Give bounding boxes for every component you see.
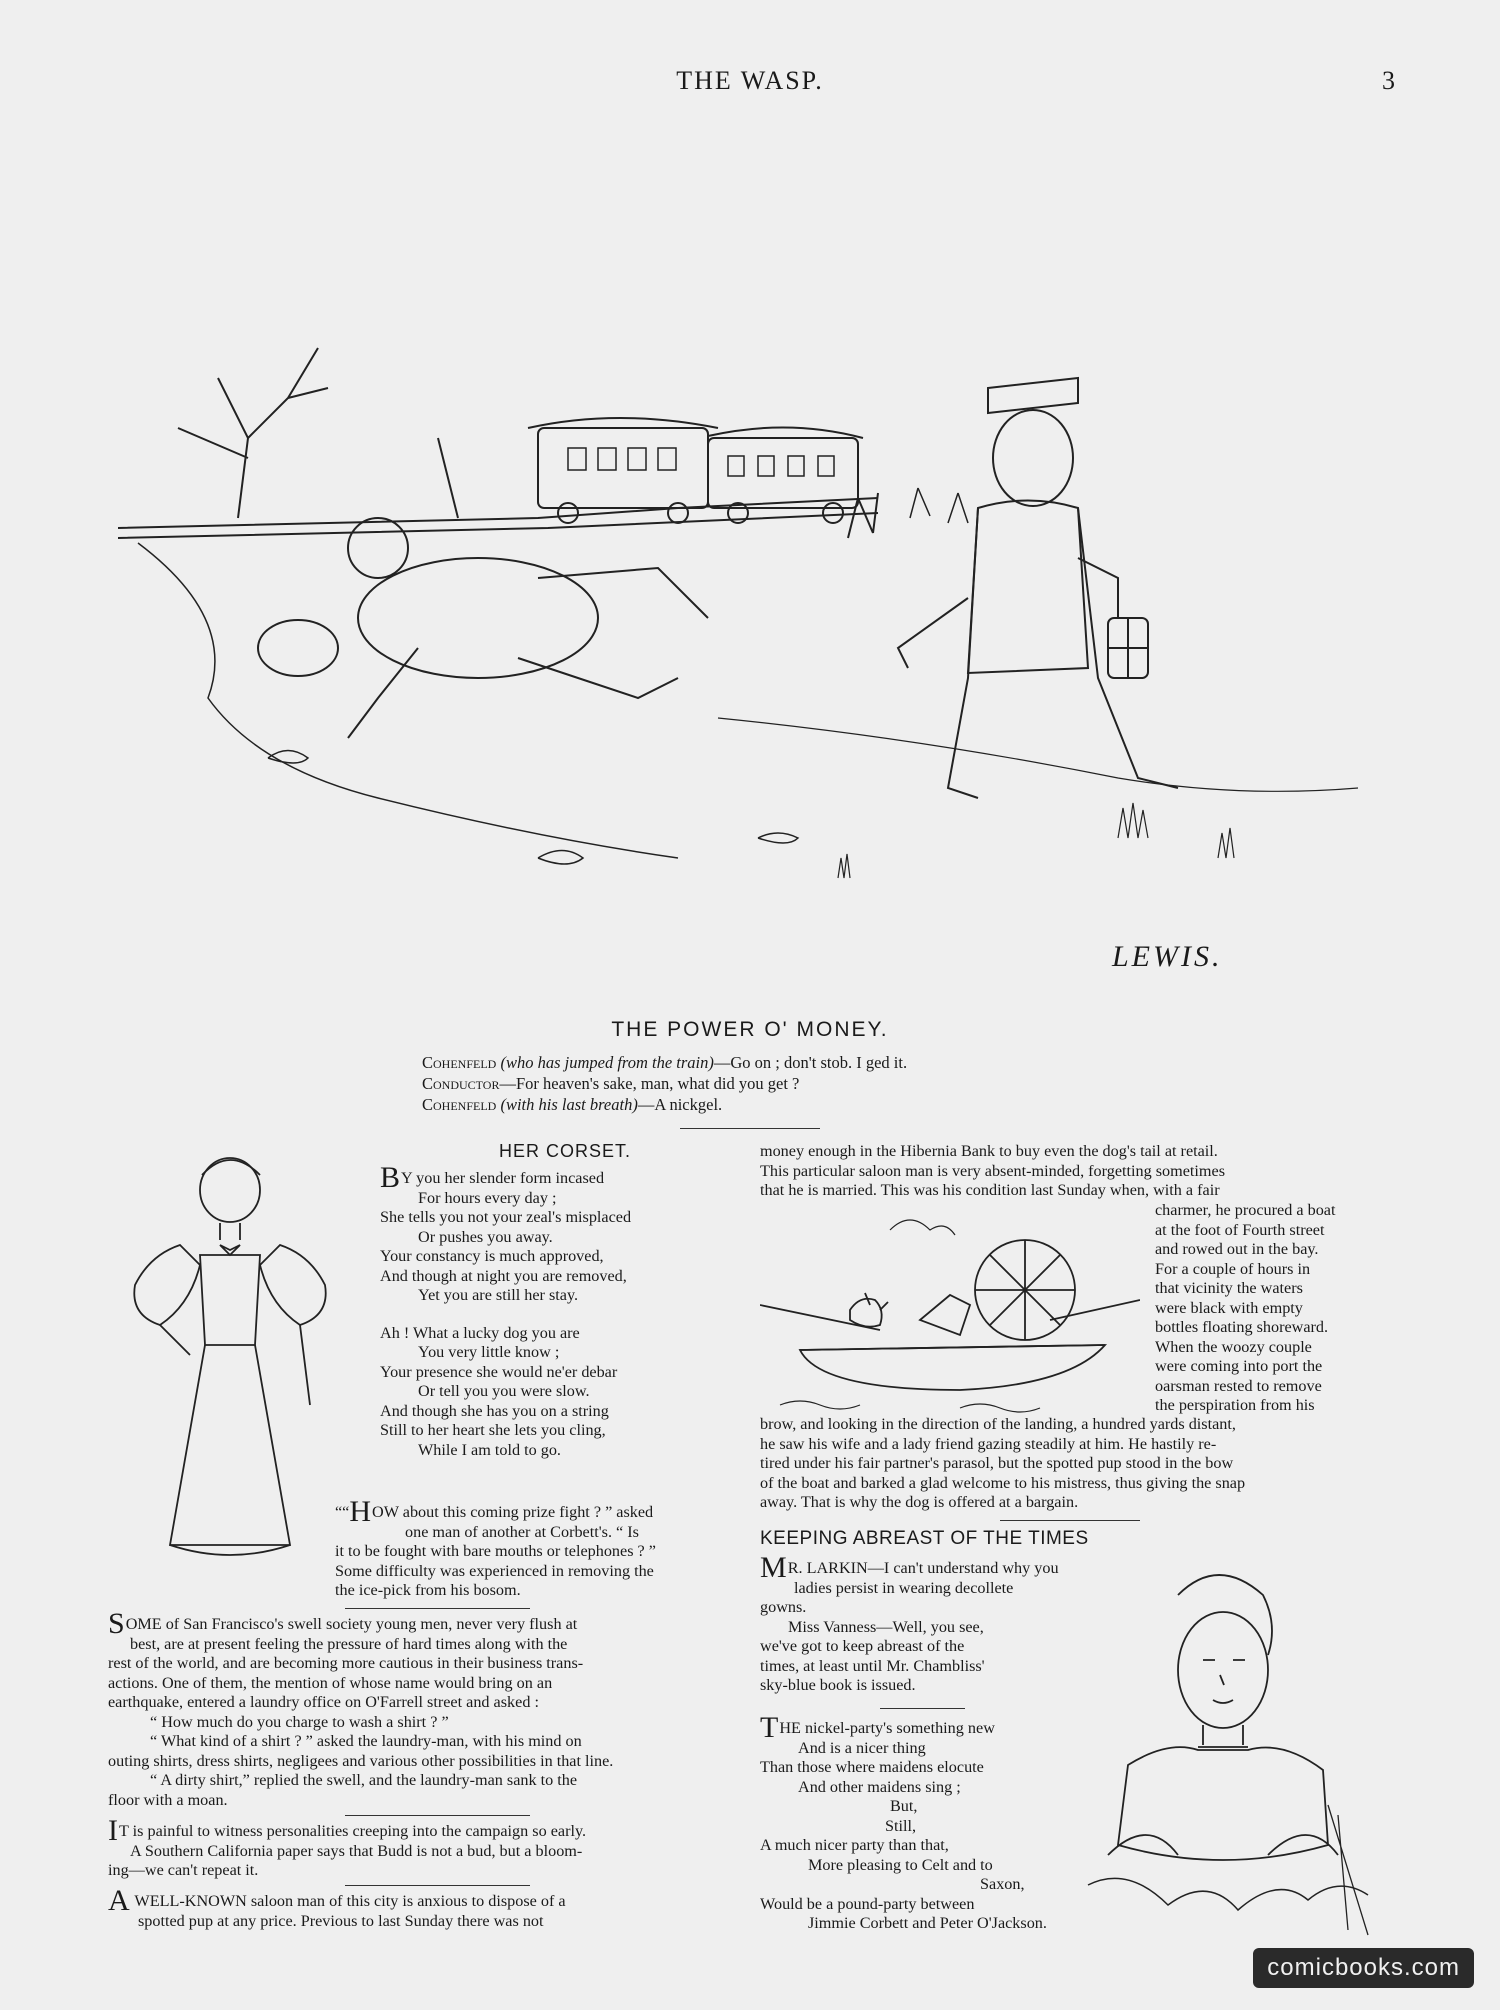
dialogue-line [422,1073,1222,1094]
watermark: comicbooks.com [1253,1948,1474,1988]
text-line: floor with a moan. [108,1790,228,1809]
poem-line: Jimmie Corbett and Peter O'Jackson. [808,1914,1047,1932]
text-line: gowns. [760,1598,807,1616]
text-line: one man of another at Corbett's. “ Is [405,1522,639,1541]
stage-note: (who has jumped from the train) [500,1053,714,1072]
text-line: When the woozy couple [1155,1337,1312,1356]
saloon-paragraph-side [1155,1201,1385,1416]
text-line: “ What kind of a shirt ? ” asked the laundry-man, with his mind on [150,1732,582,1750]
text-line: that vicinity the waters [1155,1279,1303,1297]
poem-line: And is a nicer thing [798,1738,926,1757]
text-line: were coming into port the [1155,1357,1323,1375]
dialogue-line [422,1094,1222,1115]
text-line [108,1814,738,1847]
dropcap: T [760,1711,779,1744]
dialogue-text: —Go on ; don't stob. I ged it. [713,1053,908,1072]
text-line: best, are at present feeling the pressure of hard times along with the [130,1634,568,1653]
text-line-content: WELL-KNOWN saloon man of this city is anxious to dispose of a [130,1892,566,1910]
text-line: we've got to keep abreast of the [760,1637,965,1655]
poem-line: And other maidens sing ; [798,1777,961,1796]
text-line: money enough in the Hibernia Bank to buy even the dog's tail at retail. [760,1142,1218,1160]
text-line: rest of the world, and are becoming more cautious in their business trans- [108,1654,584,1672]
text-line-content: OW about this coming prize fight ? ” asked [372,1503,654,1521]
society-paragraph [108,1607,738,1810]
text-line: Some difficulty was experienced in removing the [335,1561,654,1580]
text-line: that he is married. This was his condition last Sunday when, with a fair [760,1181,1220,1199]
text-line: bottles floating shoreward. [1155,1318,1329,1336]
dropcap: I [108,1814,118,1847]
dialogue-line [422,1052,1222,1073]
text-line [108,1607,738,1640]
speaker: Cohenfeld [422,1053,497,1072]
text-line: “ How much do you charge to wash a shirt ? ” [150,1712,449,1731]
nickel-party-poem [760,1711,1140,1934]
text-line: charmer, he procured a boat [1155,1201,1336,1219]
text-line: earthquake, entered a laundry office on O'Farrell street and asked : [108,1693,539,1711]
dropcap: B [380,1161,401,1194]
text-line-content: T is painful to witness personalities creeping into the campaign so early. [119,1822,587,1840]
text-line: he saw his wife and a lady friend gazing steadily at him. He hastily re- [760,1434,1217,1453]
poem-line: She tells you not your zeal's misplaced [380,1208,632,1226]
text-line: and rowed out in the bay. [1155,1240,1319,1258]
text-line [335,1495,735,1528]
poem-line: And though at night you are removed, [380,1266,627,1285]
divider [345,1885,530,1886]
budd-paragraph [108,1814,738,1881]
text-line: “ A dirty shirt,” replied the swell, and the laundry-man sank to the [150,1771,578,1789]
poem-line: But, [890,1797,918,1815]
keeping-abreast-title: KEEPING ABREAST OF THE TIMES [760,1528,1089,1549]
poem-line: Or tell you you were slow. [418,1382,590,1400]
poem-line-text: Y you her slender form incased [401,1169,605,1187]
cartoon-dialogue [422,1052,1222,1115]
text-line: times, at least until Mr. Chambliss' [760,1656,985,1675]
text-line: A Southern California paper says that Budd is not a bud, but a bloom- [130,1841,583,1860]
text-line-content: R. LARKIN—I can't understand why you [787,1559,1059,1577]
text-line: the ice-pick from his bosom. [335,1581,521,1599]
text-line: oarsman rested to remove [1155,1376,1322,1395]
text-line: spotted pup at any price. Previous to last Sunday there was not [138,1911,544,1930]
corset-poem [380,1161,720,1460]
divider [1000,1520,1140,1521]
poem-line: Yet you are still her stay. [418,1286,579,1304]
poem-line: Saxon, [980,1875,1025,1893]
speaker: Cohenfeld [422,1095,497,1114]
boat-dog-illustration [760,1210,1140,1415]
poem-line: Than those where maidens elocute [760,1758,984,1776]
text-line: away. That is why the dog is offered at a bargain. [760,1493,1079,1511]
text-line: it to be fought with bare mouths or telephones ? ” [335,1542,656,1560]
poem-line: More pleasing to Celt and to [808,1855,993,1874]
text-line: sky-blue book is issued. [760,1676,916,1694]
poem-line [760,1711,1140,1744]
divider [345,1608,530,1609]
dropcap: M [760,1551,787,1584]
dropcap: H [349,1495,372,1528]
text-line: ing—we can't repeat it. [108,1861,259,1879]
text-line: were black with empty [1155,1298,1303,1317]
poem-line: For hours every day ; [418,1188,557,1207]
text-line: of the boat and barked a glad welcome to his mistress, thus giving the snap [760,1473,1246,1492]
saloon-paragraph-continued [760,1142,1390,1201]
train-cartoon-illustration [118,318,1358,998]
text-line: actions. One of them, the mention of whose name would bring on an [108,1673,553,1692]
divider [345,1815,530,1816]
saloon-paragraph-start [108,1884,738,1931]
text-line: tired under his fair partner's parasol, but the spotted pup stood in the bow [760,1454,1234,1472]
text-line: the perspiration from his [1155,1396,1315,1414]
divider [880,1708,965,1709]
speaker: Conductor [422,1074,500,1093]
poem-line: Ah ! What a lucky dog you are [380,1323,580,1342]
poem-line: Your constancy is much approved, [380,1247,604,1265]
text-line: For a couple of hours in [1155,1259,1311,1278]
divider [680,1128,820,1129]
text-line: This particular saloon man is very absent-minded, forgetting sometimes [760,1161,1225,1180]
text-line: at the foot of Fourth street [1155,1220,1325,1239]
dialogue-text: —For heaven's sake, man, what did you get ? [499,1074,800,1093]
poem-line [380,1161,720,1194]
text-line: brow, and looking in the direction of the landing, a hundred yards distant, [760,1415,1236,1433]
poem-line: While I am told to go. [418,1440,561,1459]
poem-line: Would be a pound-party between [760,1894,975,1913]
artist-signature: LEWIS. [1112,940,1223,973]
lady-in-gown-illustration [110,1145,350,1585]
quote-mark: ““ [335,1503,350,1521]
poem-line: And though she has you on a string [380,1401,609,1420]
stage-note: (with his last breath) [500,1095,638,1114]
text-line [108,1884,738,1917]
text-line: ladies persist in wearing decollete [794,1578,1014,1597]
cartoon-title: THE POWER O' MONEY. [611,1018,889,1041]
page-number: 3 [1382,66,1395,95]
corset-poem-title: HER CORSET. [498,1141,632,1161]
dropcap: S [108,1607,125,1640]
poem-line: Still, [885,1816,917,1835]
text-line-content: OME of San Francisco's swell society young men, never very flush at [125,1615,578,1633]
poem-line: You very little know ; [418,1343,560,1361]
poem-line-text: HE nickel-party's something new [779,1719,995,1737]
poem-line: A much nicer party than that, [760,1836,949,1854]
poem-line: Your presence she would ne'er debar [380,1362,618,1381]
poem-line: Or pushes you away. [418,1227,553,1246]
dialogue-text: —A nickgel. [637,1095,723,1114]
prize-fight-paragraph [335,1495,735,1601]
text-line: outing shirts, dress shirts, negligees and various other possibilities in that line. [108,1751,614,1770]
dropcap: A [108,1884,130,1917]
running-head: THE WASP. [676,66,824,95]
text-line: Miss Vanness—Well, you see, [788,1617,984,1636]
poem-line: Still to her heart she lets you cling, [380,1421,606,1439]
saloon-paragraph-end [760,1415,1390,1513]
